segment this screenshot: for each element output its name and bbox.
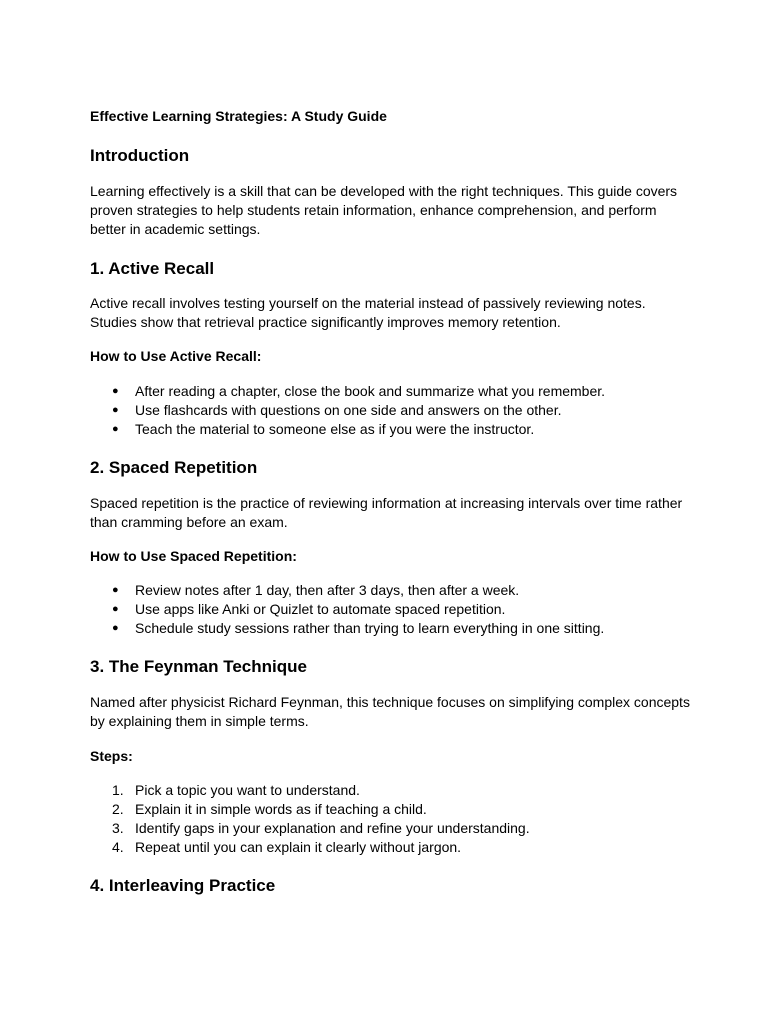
bullet-icon: ● <box>112 385 119 397</box>
list-item <box>90 838 710 857</box>
spaced-repetition-heading: 2. Spaced Repetition <box>90 458 258 477</box>
list-item-text: Teach the material to someone else as if you were the instructor. <box>135 421 535 437</box>
feynman-steps-list <box>90 781 710 857</box>
bullet-icon: ● <box>112 584 119 596</box>
list-item <box>90 819 710 838</box>
active-recall-list <box>90 382 710 439</box>
intro-heading: Introduction <box>90 146 190 165</box>
step-number: 1. <box>112 782 124 798</box>
list-item-text: Schedule study sessions rather than trying to learn everything in one sitting. <box>135 620 605 636</box>
list-item <box>90 581 710 600</box>
list-item-text: Use flashcards with questions on one side and answers on the other. <box>135 402 562 418</box>
spaced-repetition-subheading: How to Use Spaced Repetition: <box>90 548 297 564</box>
list-item-text: Explain it in simple words as if teaching a child. <box>135 801 427 817</box>
list-item <box>90 382 710 401</box>
list-item <box>90 781 710 800</box>
list-item <box>90 800 710 819</box>
list-item-text: After reading a chapter, close the book and summarize what you remember. <box>135 383 606 399</box>
bullet-icon: ● <box>112 603 119 615</box>
list-item-text: Pick a topic you want to understand. <box>135 782 360 798</box>
document-title: Effective Learning Strategies: A Study Guide <box>90 108 387 124</box>
bullet-icon: ● <box>112 404 119 416</box>
active-recall-subheading: How to Use Active Recall: <box>90 348 262 364</box>
step-number: 2. <box>112 801 124 817</box>
feynman-paragraph: Named after physicist Richard Feynman, this technique focuses on simplifying complex concepts by explaining them in simple terms. <box>90 694 690 729</box>
spaced-repetition-paragraph: Spaced repetition is the practice of reviewing information at increasing intervals over time rather than cramming before an exam. <box>90 495 683 530</box>
list-item-text: Review notes after 1 day, then after 3 days, then after a week. <box>135 582 520 598</box>
step-number: 3. <box>112 820 124 836</box>
list-item <box>90 401 710 420</box>
list-item-text: Use apps like Anki or Quizlet to automate spaced repetition. <box>135 601 506 617</box>
active-recall-paragraph: Active recall involves testing yourself on the material instead of passively reviewing notes. Studies show that retrieval practice significantly improves memory retention. <box>90 295 646 330</box>
bullet-icon: ● <box>112 423 119 435</box>
list-item <box>90 619 710 638</box>
step-number: 4. <box>112 839 124 855</box>
list-item-text: Identify gaps in your explanation and refine your understanding. <box>135 820 530 836</box>
list-item <box>90 600 710 619</box>
active-recall-heading: 1. Active Recall <box>90 259 215 278</box>
interleaving-heading: 4. Interleaving Practice <box>90 876 276 895</box>
list-item <box>90 420 710 439</box>
feynman-subheading: Steps: <box>90 748 133 764</box>
list-item-text: Repeat until you can explain it clearly without jargon. <box>135 839 462 855</box>
bullet-icon: ● <box>112 622 119 634</box>
spaced-repetition-list <box>90 581 710 638</box>
feynman-heading: 3. The Feynman Technique <box>90 657 307 676</box>
intro-paragraph: Learning effectively is a skill that can be developed with the right techniques. This guide covers proven strategies to help students retain information, enhance comprehension, and perform better in academic settings. <box>90 183 678 237</box>
